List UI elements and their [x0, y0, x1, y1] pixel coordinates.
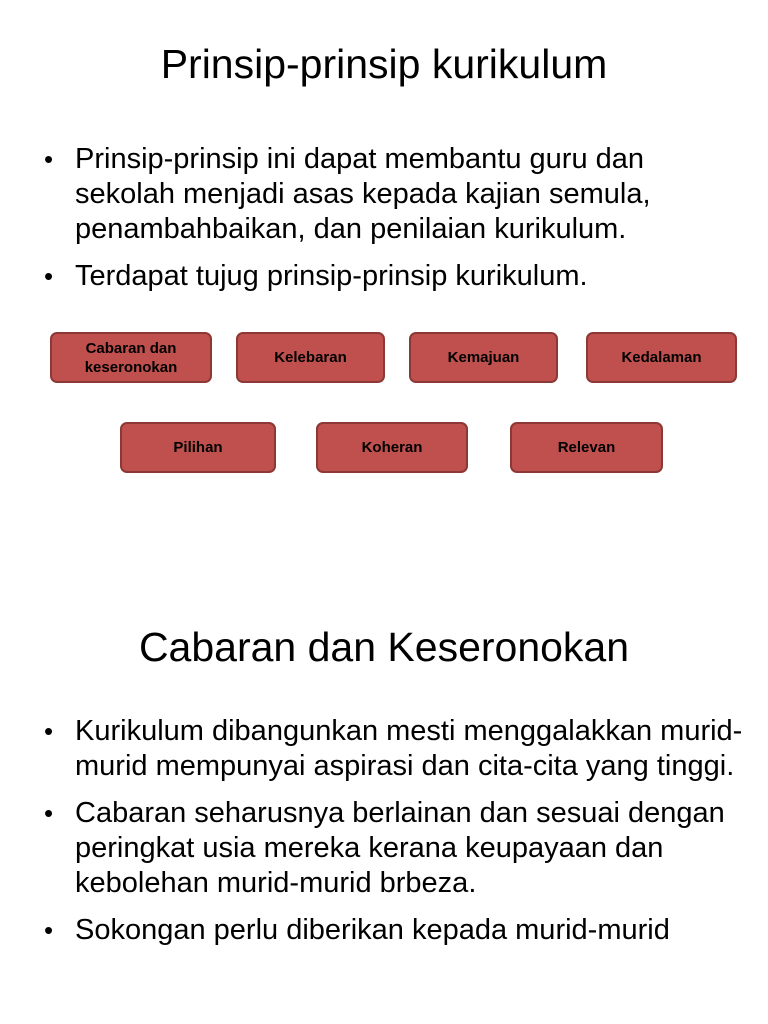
- principle-label: Kedalaman: [621, 349, 702, 366]
- principle-box-kemajuan: [409, 332, 558, 383]
- bullet-marker: •: [44, 798, 54, 828]
- principle-label: Relevan: [557, 439, 616, 456]
- slide-title: Prinsip-prinsip kurikulum: [160, 41, 608, 87]
- principle-label: Cabaran dan keseronokan: [84, 339, 178, 376]
- slide-title: Cabaran dan Keseronokan: [138, 624, 630, 670]
- bullet-item: [44, 259, 744, 294]
- principle-box-relevan: [510, 422, 663, 473]
- principle-box-kedalaman: [586, 332, 737, 383]
- bullet-marker: •: [44, 261, 54, 291]
- bullet-text: Sokongan perlu diberikan kepada murid-murid: [75, 914, 670, 946]
- principle-box-cabaran: [50, 332, 212, 383]
- bullet-marker: •: [44, 716, 54, 746]
- principle-label: Kelebaran: [274, 349, 347, 366]
- bullet-text: Prinsip-prinsip ini dapat membantu guru dan sekolah menjadi asas kepada kajian semula, penambahbaikan, dan penilaian kurikulum.: [75, 143, 651, 245]
- bullet-item: [44, 142, 744, 247]
- principle-label: Kemajuan: [447, 349, 520, 366]
- slide-cabaran-keseronokan: [0, 512, 768, 1024]
- principle-box-koheran: [316, 422, 468, 473]
- principle-box-pilihan: [120, 422, 276, 473]
- bullet-item: [44, 913, 744, 948]
- bullet-item: [44, 796, 744, 901]
- bullet-marker: •: [44, 144, 54, 174]
- bullet-item: [44, 714, 744, 784]
- bullet-list: [44, 714, 744, 960]
- bullet-text: Terdapat tujug prinsip-prinsip kurikulum.: [75, 260, 588, 292]
- bullet-list: [44, 142, 744, 306]
- principle-label: Pilihan: [173, 439, 223, 456]
- bullet-text: Cabaran seharusnya berlainan dan sesuai dengan peringkat usia mereka kerana keupayaan dan kebolehan murid-murid brbeza.: [75, 797, 725, 899]
- principle-box-kelebaran: [236, 332, 385, 383]
- bullet-text: Kurikulum dibangunkan mesti menggalakkan murid-murid mempunyai aspirasi dan cita-cita yang tinggi.: [75, 715, 743, 782]
- bullet-marker: •: [44, 915, 54, 945]
- principle-label: Koheran: [361, 439, 423, 456]
